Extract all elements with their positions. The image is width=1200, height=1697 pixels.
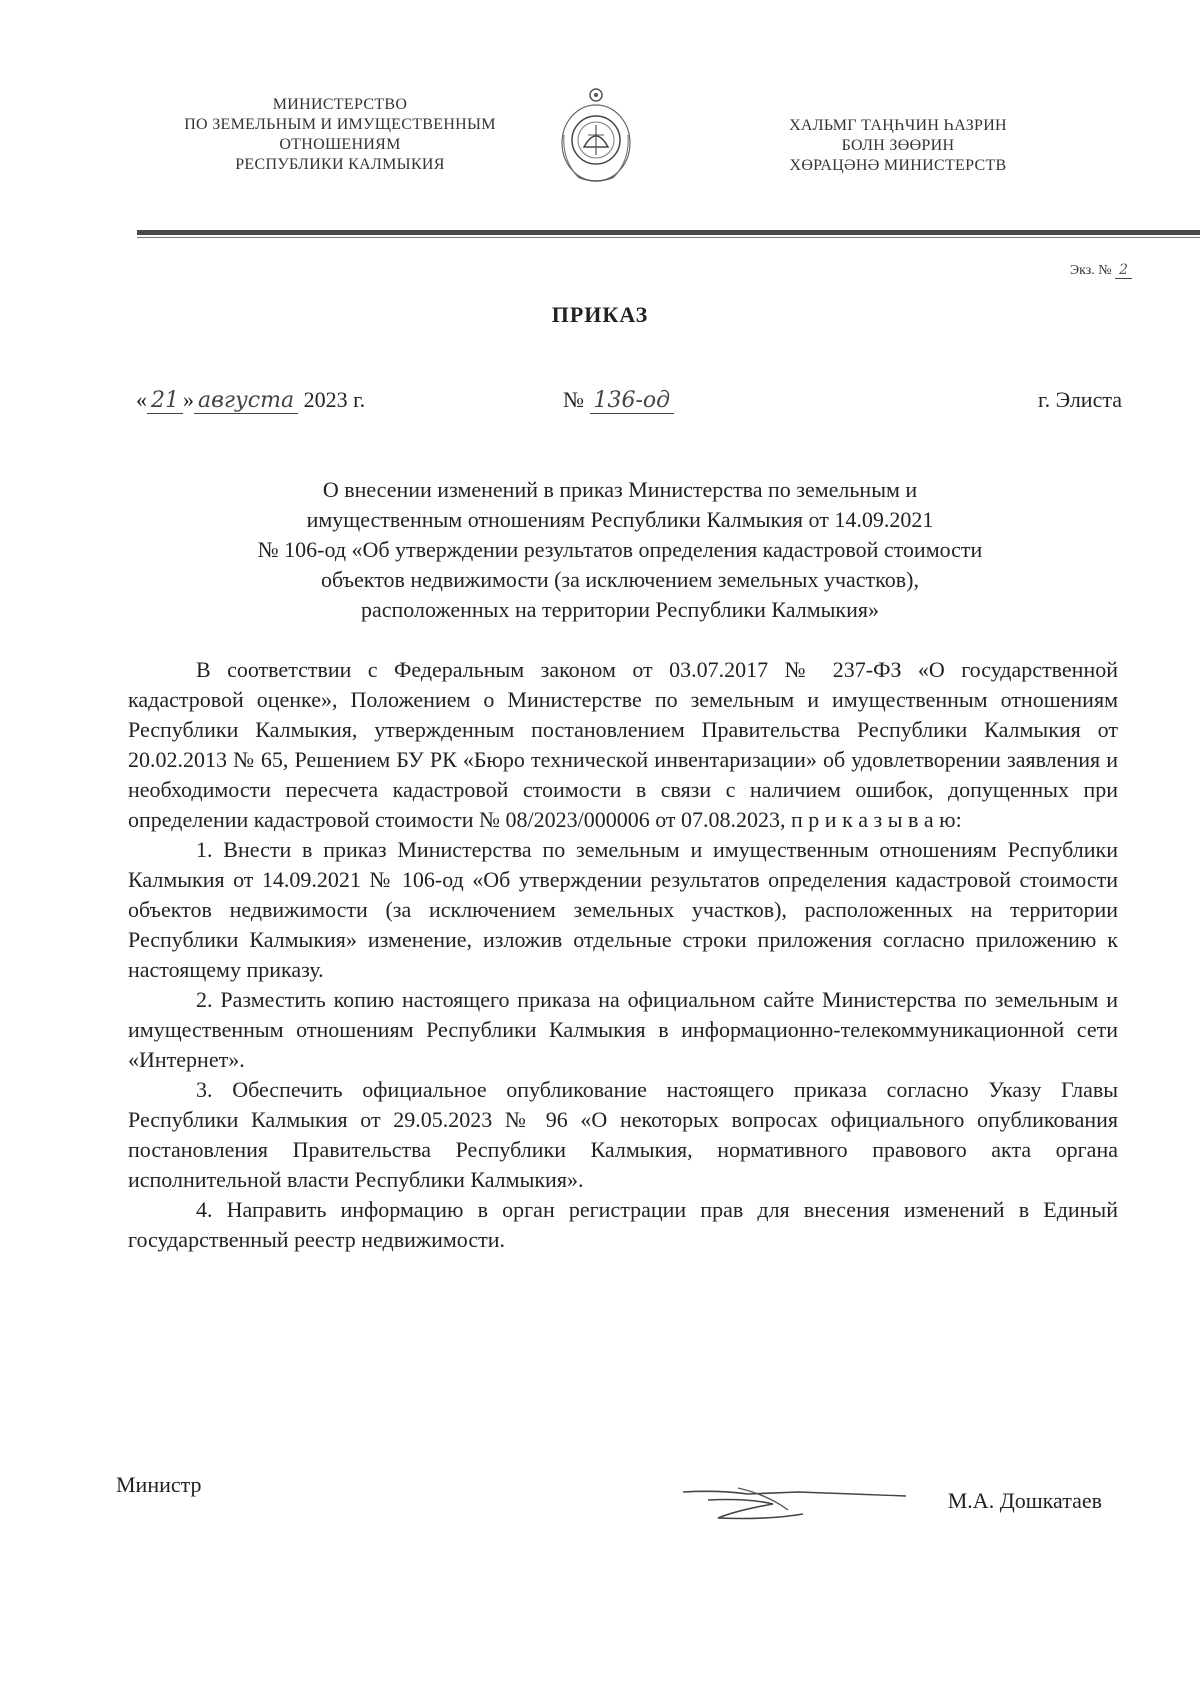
order-number <box>563 387 674 414</box>
subject-line: объектов недвижимости (за исключением земельных участков), <box>321 567 919 592</box>
preamble-paragraph: В соответствии с Федеральным законом от 03.07.2017 № 237-ФЗ «О государственной кадастровой оценке», Положением о Министерстве по земельным и имущественным отношениям Республики Калмыкия, утвержденным постановлением Правительства Республики Калмыкия от 20.02.2013 № 65, Решением БУ РК «Бюро технической инвентаризации» об удовлетворении заявления и необходимости пересчета кадастровой стоимости в связи с наличием ошибок, допущенных при определении кадастровой стоимости № 08/2023/000006 от 07.08.2023, п р и к а з ы в а ю: <box>128 657 1118 832</box>
order-item: 3. Обеспечить официальное опубликование настоящего приказа согласно Указу Главы Республики Калмыкия от 29.05.2023 № 96 «О некоторых вопросах официального опубликования постановления Правительства Республики Калмыкия, нормативного правового акта органа исполнительной власти Республики Калмыкия». <box>128 1077 1118 1192</box>
header-left-line: ПО ЗЕМЕЛЬНЫМ И ИМУЩЕСТВЕННЫМ <box>184 116 496 133</box>
ministry-name-russian <box>150 95 530 175</box>
order-item: 2. Разместить копию настоящего приказа на официальном сайте Министерства по земельным и имущественным отношениям Республики Калмыкия в информационно-телекоммуникационной сети «Интернет». <box>128 987 1118 1072</box>
order-subject <box>150 475 1090 625</box>
header-right-line: БОЛН ЗӨӨРИН <box>841 137 955 154</box>
header-right-line: ХӨРАЦӘНӘ МИНИСТЕРСТВ <box>789 157 1007 174</box>
header-divider-thin <box>137 237 1200 238</box>
order-city: г. Элиста <box>1038 387 1122 412</box>
document-title: ПРИКАЗ <box>551 302 649 327</box>
order-date <box>136 387 365 414</box>
date-month: августа <box>194 388 298 414</box>
coat-of-arms-emblem-icon <box>556 85 636 185</box>
subject-line: имущественным отношениям Республики Калмыкия от 14.09.2021 <box>306 507 934 532</box>
date-year: 2023 г. <box>303 387 366 412</box>
header-left-line: МИНИСТЕРСТВО <box>272 96 408 113</box>
subject-line: № 106-од «Об утверждении результатов определения кадастровой стоимости <box>257 537 983 562</box>
copy-number-value: 2 <box>1115 262 1132 279</box>
signatory-role: Министр <box>116 1472 202 1497</box>
copy-label: Экз. № <box>1069 263 1112 278</box>
copy-number <box>1070 262 1132 279</box>
subject-line: О внесении изменений в приказ Министерства по земельным и <box>322 477 918 502</box>
date-open-quote: « <box>136 387 147 412</box>
order-item: 4. Направить информацию в орган регистрации прав для внесения изменений в Единый государственный реестр недвижимости. <box>128 1197 1118 1252</box>
header-left-line: ОТНОШЕНИЯМ <box>279 136 401 153</box>
header-left-line: РЕСПУБЛИКИ КАЛМЫКИЯ <box>235 156 445 173</box>
header-right-line: ХАЛЬМГ ТАҢҺЧИН ҺАЗРИН <box>789 117 1007 134</box>
number-value: 136-од <box>590 388 675 414</box>
date-day: 21 <box>147 388 183 414</box>
date-close-quote: » <box>183 387 194 412</box>
signatory-name: М.А. Дошкатаев <box>947 1488 1102 1513</box>
header-divider <box>137 230 1200 235</box>
order-item: 1. Внести в приказ Министерства по земельным и имущественным отношениям Республики Калмыкия от 14.09.2021 № 106-од «Об утверждении результатов определения кадастровой стоимости объектов недвижимости (за исключением земельных участков), расположенных на территории Республики Калмыкия» изменение, изложив отдельные строки приложения согласно приложению к настоящему приказу. <box>128 837 1118 982</box>
number-label: № <box>563 387 584 412</box>
ministry-name-kalmyk <box>748 116 1048 176</box>
subject-line: расположенных на территории Республики Калмыкия» <box>361 597 879 622</box>
order-body <box>128 655 1118 1255</box>
handwritten-signature <box>678 1470 908 1530</box>
